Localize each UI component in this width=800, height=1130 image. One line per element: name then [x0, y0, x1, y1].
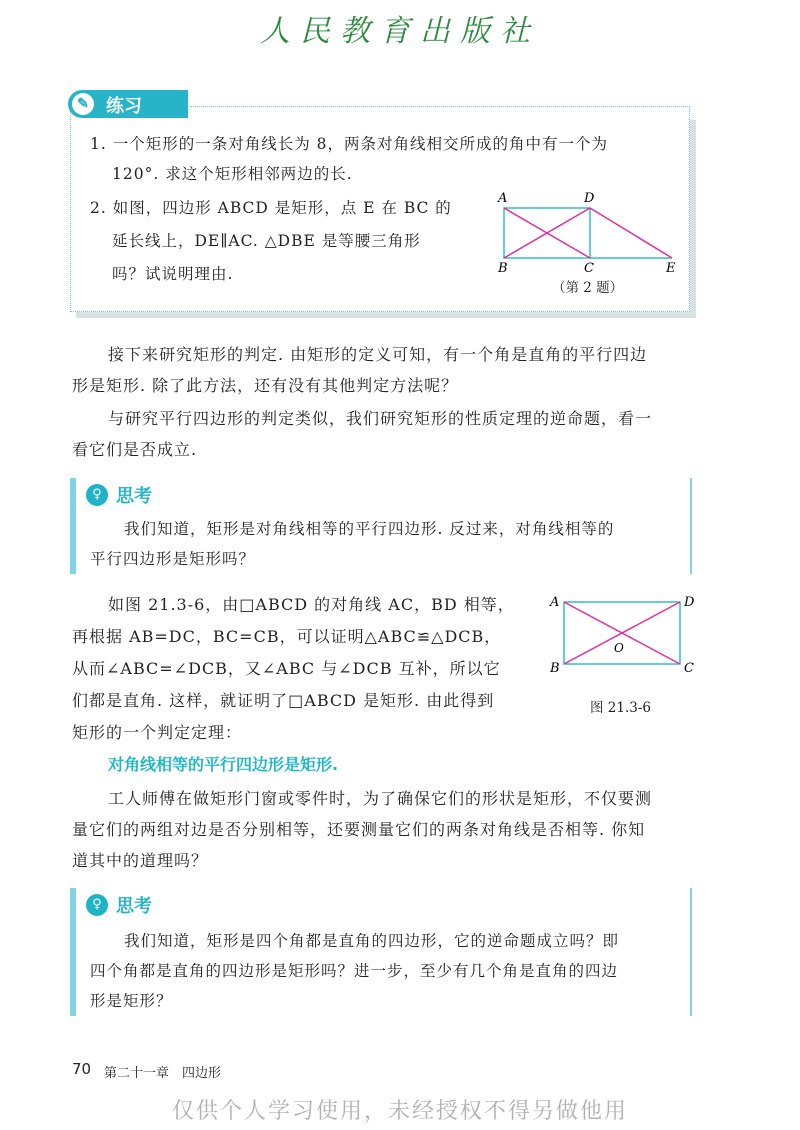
label-a: A — [550, 595, 560, 610]
exercise-figure-caption: （第 2 题） — [552, 280, 624, 296]
paragraph-3-line5: 矩形的一个判定定理： — [72, 723, 243, 742]
theorem: 对角线相等的平行四边形是矩形. — [108, 755, 339, 774]
box-shadow — [690, 120, 696, 316]
lightbulb-icon: ♀ — [86, 484, 108, 506]
paragraph-2-line1: 与研究平行四边形的判定类似，我们研究矩形的性质定理的逆命题，看一 — [108, 409, 653, 428]
exercise-tag-label: 练习 — [106, 96, 142, 117]
pencil-icon: ✎ — [72, 93, 94, 115]
think-title: 思考 — [116, 896, 152, 917]
think-2-line2: 四个角都是直角的四边形是矩形吗？进一步，至少有几个角是直角的四边 — [90, 962, 619, 980]
label-o: O — [614, 641, 624, 655]
exercise-q2-line1: 2. 如图，四边形 ABCD 是矩形，点 E 在 BC 的 — [90, 199, 452, 217]
paragraph-2-line2: 看它们是否成立. — [72, 440, 198, 459]
paragraph-1-line2: 形是矩形. 除了此方法，还有没有其他判定方法呢？ — [72, 376, 459, 395]
think-box-1 — [70, 478, 692, 574]
paragraph-4-line3: 道其中的道理吗？ — [72, 851, 209, 870]
exercise-q1-line1: 1. 一个矩形的一条对角线长为 8，两条对角线相交所成的角中有一个为 — [90, 135, 609, 153]
label-d: D — [684, 595, 695, 610]
figure-21-3-6-caption: 图 21.3-6 — [590, 700, 652, 716]
exercise-q2-line2: 延长线上，DE∥AC. △DBE 是等腰三角形 — [112, 232, 421, 250]
exercise-q1-line2: 120°. 求这个矩形相邻两边的长. — [112, 165, 353, 183]
think-1-line1: 我们知道，矩形是对角线相等的平行四边形. 反过来，对角线相等的 — [124, 520, 615, 538]
box-shadow — [76, 312, 696, 318]
chapter-title: 第二十一章 四边形 — [104, 1066, 222, 1081]
box-top-border — [190, 106, 690, 107]
paragraph-3-line3: 从而∠ABC=∠DCB，又∠ABC 与∠DCB 互补，所以它 — [72, 659, 501, 678]
lightbulb-icon: ♀ — [86, 894, 108, 916]
watermark: 仅供个人学习使用，未经授权不得另做他用 — [171, 1099, 628, 1124]
paragraph-4-line1: 工人师傅在做矩形门窗或零件时，为了确保它们的形状是矩形，不仅要测 — [108, 789, 653, 808]
think-1-line2: 平行四边形是矩形吗？ — [90, 550, 256, 568]
exercise-q2-line3: 吗？试说明理由. — [112, 265, 234, 283]
page-number: 70 — [72, 1060, 92, 1078]
think-box-left-bar — [70, 888, 76, 1016]
think-title: 思考 — [116, 486, 152, 507]
think-box-right-bar — [690, 478, 692, 574]
think-box-right-bar — [690, 888, 692, 1016]
paragraph-3-line2: 再根据 AB=DC，BC=CB，可以证明△ABC≌△DCB， — [72, 627, 502, 646]
figure-21-3-6 — [548, 588, 698, 678]
exercise-figure — [494, 186, 688, 276]
label-b: B — [550, 661, 560, 676]
label-b: B — [498, 261, 508, 276]
think-box-2 — [70, 888, 692, 1016]
label-c: C — [684, 661, 694, 676]
think-2-line1: 我们知道，矩形是四个角都是直角的四边形，它的逆命题成立吗？即 — [124, 932, 620, 950]
label-e: E — [666, 261, 676, 276]
paragraph-1-line1: 接下来研究矩形的判定. 由矩形的定义可知，有一个角是直角的平行四边 — [108, 345, 648, 364]
paragraph-3-line1: 如图 21.3-6，由□ABCD 的对角线 AC，BD 相等， — [108, 595, 515, 614]
paragraph-3-line4: 们都是直角. 这样，就证明了□ABCD 是矩形. 由此得到 — [72, 691, 495, 710]
think-box-left-bar — [70, 478, 76, 574]
segment-de — [590, 208, 672, 258]
label-a: A — [498, 191, 508, 206]
publisher-logo: 人民教育出版社 — [260, 14, 540, 49]
label-d: D — [584, 191, 595, 206]
paragraph-4-line2: 量它们的两组对边是否分别相等，还要测量它们的两条对角线是否相等. 你知 — [72, 820, 646, 839]
exercise-tag — [68, 90, 188, 118]
think-2-line3: 形是矩形？ — [90, 992, 173, 1010]
label-c: C — [584, 261, 594, 276]
